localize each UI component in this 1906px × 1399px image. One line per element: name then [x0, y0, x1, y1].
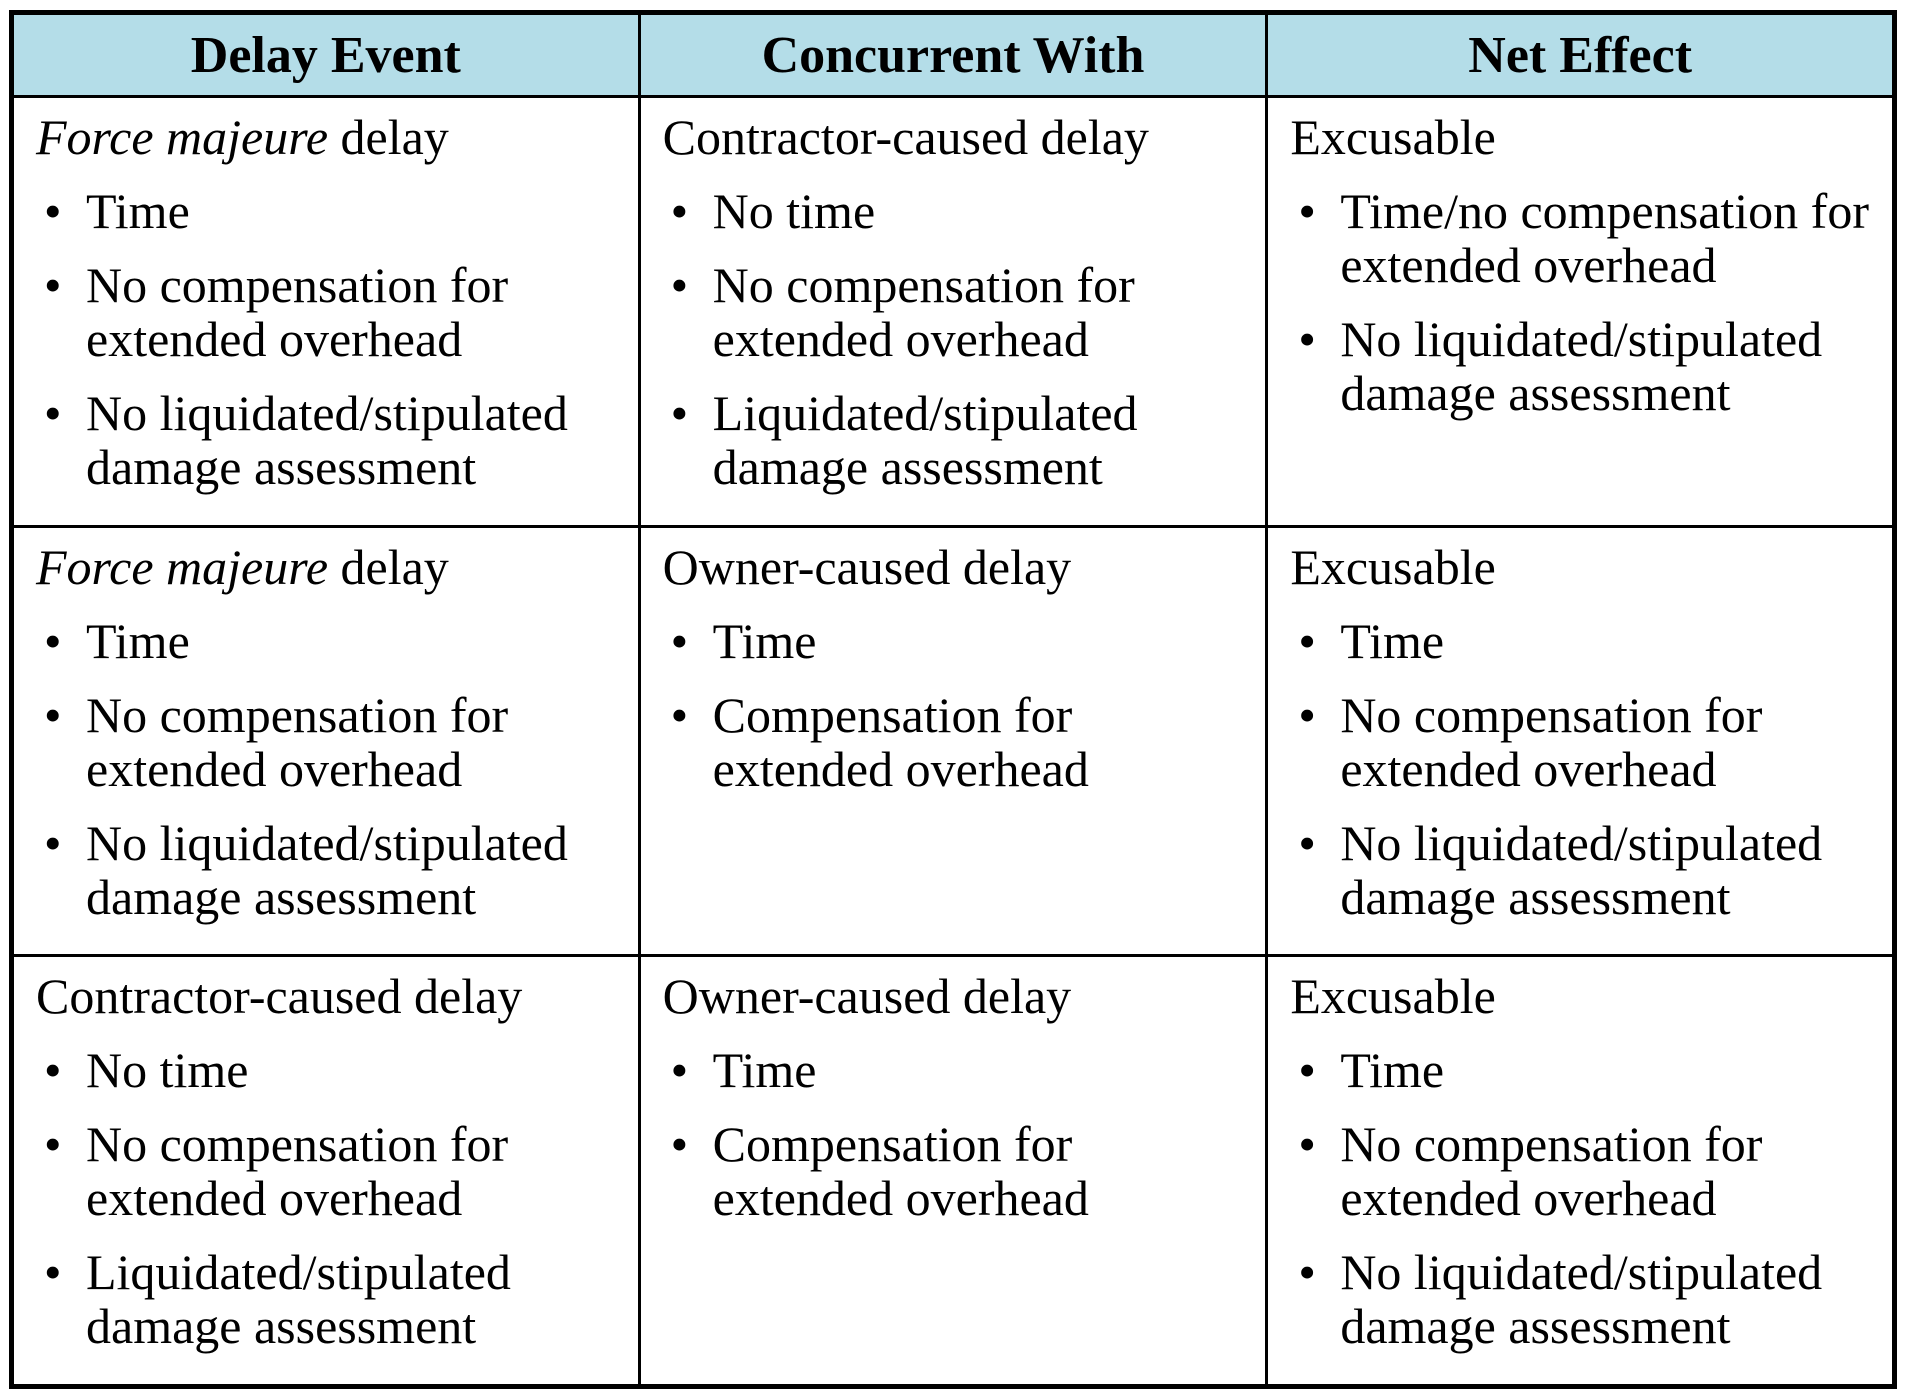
cell-delay-event — [12, 956, 640, 1387]
cell-title-italic: Force majeure — [36, 538, 329, 595]
cell-title — [663, 969, 1250, 1023]
col-header-net-effect: Net Effect — [1267, 13, 1895, 97]
list-item — [1290, 816, 1876, 924]
list-item — [36, 816, 622, 924]
bullet-icon: • — [670, 1116, 689, 1173]
cell-title — [36, 540, 622, 594]
bullet-list — [1290, 614, 1876, 924]
bullet-icon: • — [670, 385, 689, 441]
list-item — [663, 386, 1250, 494]
cell-title — [1290, 969, 1876, 1023]
list-item — [1290, 1245, 1876, 1353]
bullet-icon: • — [44, 686, 62, 743]
bullet-text: No compensation for extended overhead — [86, 257, 509, 367]
list-item — [36, 688, 622, 796]
cell-title — [36, 110, 622, 164]
bullet-text: Liquidated/stipulated damage assessment — [86, 1244, 511, 1355]
bullet-text: No compensation for extended overhead — [86, 1116, 509, 1227]
list-item — [36, 184, 622, 238]
bullet-text: Compensation for extended overhead — [712, 686, 1089, 797]
table-row — [12, 956, 1895, 1387]
cell-concurrent-with — [639, 956, 1267, 1387]
bullet-icon: • — [1298, 686, 1316, 743]
bullet-icon: • — [1298, 1116, 1316, 1173]
bullet-icon: • — [670, 257, 689, 313]
cell-title-text: Excusable — [1290, 968, 1496, 1025]
bullet-text: Time/no compensation for extended overhead — [1340, 183, 1869, 293]
col-header-concurrent-with: Concurrent With — [639, 13, 1267, 97]
bullet-text: No compensation for extended overhead — [1340, 686, 1763, 797]
cell-title-text: Owner-caused delay — [662, 538, 1072, 595]
bullet-list — [1290, 1043, 1876, 1353]
cell-net-effect — [1267, 526, 1895, 956]
table-row — [12, 526, 1895, 956]
list-item — [36, 1117, 622, 1225]
bullet-text: No time — [86, 1042, 249, 1099]
bullet-text: Liquidated/stipulated damage assessment — [712, 385, 1138, 495]
cell-title-text: Excusable — [1290, 538, 1496, 595]
bullet-list — [663, 614, 1250, 796]
bullet-icon: • — [1298, 612, 1316, 669]
list-item — [1290, 312, 1876, 420]
bullet-list — [36, 184, 622, 494]
bullet-text: Compensation for extended overhead — [712, 1116, 1089, 1227]
bullet-text: Time — [1340, 1042, 1445, 1099]
table-row — [12, 97, 1895, 527]
list-item — [1290, 614, 1876, 668]
bullet-text: No compensation for extended overhead — [712, 257, 1135, 367]
cell-title-text: Contractor-caused delay — [662, 109, 1149, 165]
cell-title — [663, 540, 1250, 594]
bullet-text: No liquidated/stipulated damage assessment — [1340, 1244, 1823, 1355]
bullet-text: No liquidated/stipulated damage assessment — [86, 385, 568, 495]
cell-title-text: Excusable — [1290, 109, 1496, 165]
list-item — [663, 184, 1250, 238]
col-header-delay-event: Delay Event — [12, 13, 640, 97]
bullet-text: Time — [712, 612, 817, 669]
bullet-text: No compensation for extended overhead — [1340, 1116, 1763, 1227]
bullet-icon: • — [670, 612, 689, 669]
bullet-text: No liquidated/stipulated damage assessment — [86, 814, 568, 925]
cell-delay-event — [12, 526, 640, 956]
bullet-icon: • — [44, 814, 62, 871]
list-item — [36, 614, 622, 668]
cell-title-italic: Force majeure — [36, 109, 329, 165]
bullet-list — [1290, 184, 1876, 420]
list-item — [36, 1245, 622, 1353]
cell-title — [36, 969, 622, 1023]
list-item — [1290, 688, 1876, 796]
bullet-text: Time — [86, 183, 190, 239]
list-item — [663, 258, 1250, 366]
list-item — [1290, 184, 1876, 292]
list-item — [663, 614, 1250, 668]
cell-net-effect — [1267, 956, 1895, 1387]
bullet-icon: • — [44, 1042, 62, 1099]
list-item — [36, 1043, 622, 1097]
list-item — [36, 386, 622, 494]
bullet-icon: • — [1298, 814, 1316, 871]
cell-title-text: Owner-caused delay — [662, 968, 1072, 1025]
bullet-icon: • — [670, 1042, 689, 1099]
bullet-text: Time — [86, 612, 190, 669]
cell-concurrent-with — [639, 526, 1267, 956]
bullet-icon: • — [1298, 1042, 1316, 1099]
list-item — [1290, 1043, 1876, 1097]
bullet-icon: • — [44, 183, 62, 239]
bullet-icon: • — [1298, 183, 1316, 239]
bullet-list — [663, 1043, 1250, 1225]
bullet-text: No liquidated/stipulated damage assessment — [1340, 814, 1823, 925]
list-item — [1290, 1117, 1876, 1225]
list-item — [663, 688, 1250, 796]
cell-net-effect — [1267, 97, 1895, 527]
cell-title-text: Contractor-caused delay — [36, 968, 523, 1025]
concurrent-delay-table — [9, 10, 1897, 1389]
cell-title — [1290, 110, 1876, 164]
list-item — [663, 1043, 1250, 1097]
bullet-icon: • — [44, 257, 62, 313]
list-item — [36, 258, 622, 366]
bullet-list — [36, 1043, 622, 1353]
bullet-icon: • — [1298, 1244, 1316, 1301]
header-row — [12, 13, 1895, 97]
cell-title-text: delay — [328, 538, 449, 595]
bullet-icon: • — [44, 612, 62, 669]
bullet-text: No liquidated/stipulated damage assessment — [1340, 311, 1823, 421]
bullet-icon: • — [670, 183, 689, 239]
bullet-text: No compensation for extended overhead — [86, 686, 509, 797]
list-item — [663, 1117, 1250, 1225]
bullet-list — [36, 614, 622, 924]
bullet-icon: • — [44, 1116, 62, 1173]
bullet-icon: • — [670, 686, 689, 743]
bullet-icon: • — [44, 385, 62, 441]
bullet-icon: • — [44, 1244, 62, 1301]
bullet-list — [663, 184, 1250, 494]
bullet-text: Time — [712, 1042, 817, 1099]
bullet-icon: • — [1298, 311, 1316, 367]
bullet-text: Time — [1340, 612, 1445, 669]
cell-title — [1290, 540, 1876, 594]
cell-concurrent-with — [639, 97, 1267, 527]
cell-title-text: delay — [328, 109, 449, 165]
bullet-text: No time — [712, 183, 876, 239]
cell-delay-event — [12, 97, 640, 527]
cell-title — [663, 110, 1250, 164]
